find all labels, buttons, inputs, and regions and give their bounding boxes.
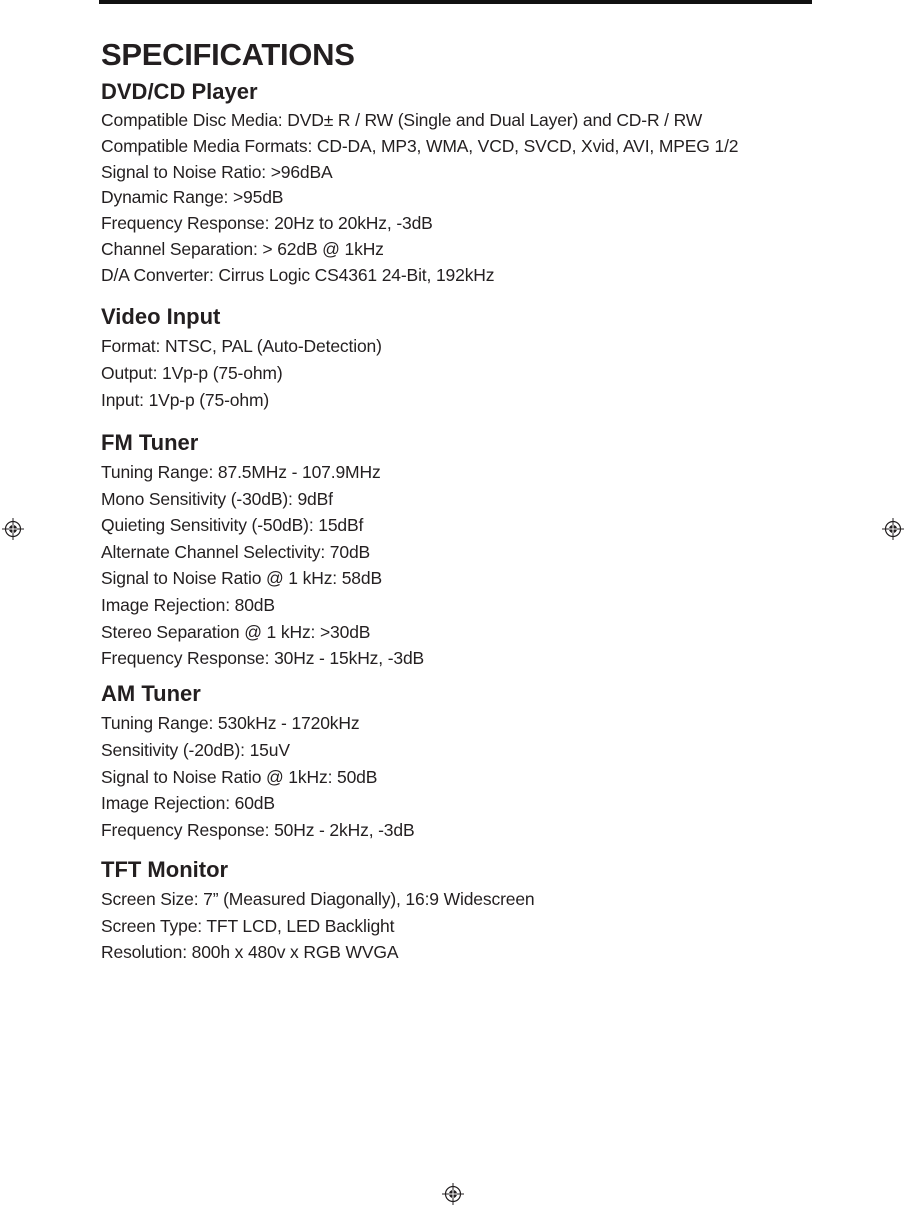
spec-line: Input: 1Vp-p (75-ohm) [101,390,270,410]
spec-line: Output: 1Vp-p (75-ohm) [101,363,283,383]
spec-line: Mono Sensitivity (-30dB): 9dBf [101,488,333,509]
page-title: SPECIFICATIONS [101,37,355,72]
spec-line: Screen Type: TFT LCD, LED Backlight [101,915,395,936]
registration-mark-left-icon [2,518,24,540]
section-dvd-cd-player [101,79,738,289]
spec-line: Resolution: 800h x 480v x RGB WVGA [101,942,399,962]
top-rule [99,0,812,4]
spec-line: Sensitivity (-20dB): 15uV [101,739,290,760]
spec-line: D/A Converter: Cirrus Logic CS4361 24-Bit, 192kHz [101,264,495,285]
spec-line: Compatible Disc Media: DVD± R / RW (Single and Dual Layer) and CD-R / RW [101,110,703,130]
spec-line: Tuning Range: 530kHz - 1720kHz [101,713,360,733]
spec-list [101,459,424,672]
spec-line: Channel Separation: > 62dB @ 1kHz [101,238,384,259]
spec-line: Tuning Range: 87.5MHz - 107.9MHz [101,462,381,482]
registration-mark-bottom-icon [442,1183,464,1205]
spec-list [101,108,738,289]
spec-line: Signal to Noise Ratio @ 1kHz: 50dB [101,766,378,787]
spec-line: Compatible Media Formats: CD-DA, MP3, WMA, VCD, SVCD, Xvid, AVI, MPEG 1/2 [101,135,739,156]
spec-line: Stereo Separation @ 1 kHz: >30dB [101,621,371,642]
section-heading: FM Tuner [101,430,199,455]
section-heading: TFT Monitor [101,857,229,882]
spec-line: Image Rejection: 60dB [101,793,275,814]
spec-line: Screen Size: 7” (Measured Diagonally), 16:9 Widescreen [101,889,535,909]
spec-line: Format: NTSC, PAL (Auto-Detection) [101,336,382,356]
section-heading: AM Tuner [101,681,201,706]
registration-mark-right-icon [882,518,904,540]
section-heading: Video Input [101,304,221,329]
spec-line: Alternate Channel Selectivity: 70dB [101,541,371,562]
spec-line: Signal to Noise Ratio: >96dBA [101,161,333,182]
section-video-input [101,304,382,414]
section-am-tuner [101,681,414,844]
spec-line: Signal to Noise Ratio @ 1 kHz: 58dB [101,568,382,589]
spec-line: Frequency Response: 20Hz to 20kHz, -3dB [101,213,433,234]
spec-list [101,710,414,844]
section-tft-monitor [101,857,535,966]
spec-list [101,333,382,414]
section-fm-tuner [101,430,424,672]
spec-list [101,886,535,966]
spec-line: Image Rejection: 80dB [101,594,275,615]
spec-line: Quieting Sensitivity (-50dB): 15dBf [101,515,364,536]
spec-line: Dynamic Range: >95dB [101,187,284,208]
spec-line: Frequency Response: 50Hz - 2kHz, -3dB [101,820,415,841]
section-heading: DVD/CD Player [101,79,258,104]
spec-line: Frequency Response: 30Hz - 15kHz, -3dB [101,648,425,669]
